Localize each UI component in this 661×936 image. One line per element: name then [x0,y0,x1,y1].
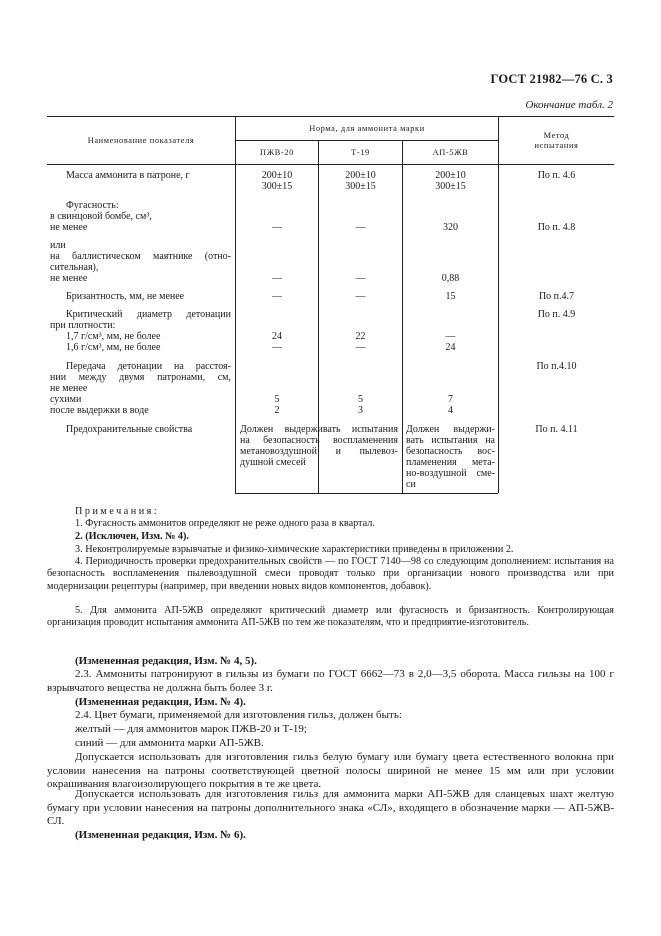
ball-pzhv: — [272,273,282,284]
head-brand-t19: Т-19 [351,148,370,157]
briz-t19: — [355,291,366,302]
fug-label-1: Фугасность: [66,200,119,211]
crit-ap-2: 24 [445,342,456,353]
allowance-1: Допускается использовать для изготовления гильз белую бумагу или бумагу цвета естественного волокна при условии нанесения на патроны соответствующей цветной полосы шириной не менее 15 мм или при условии окрашивания влагоизолирующего покрытия в те же цвета. [47,751,614,791]
col-divider-3 [402,140,403,493]
ball-label-1: или [50,240,66,251]
crit-ap-1: — [445,331,456,342]
allowance-2: Допускается использовать для изготовления гильз для аммонита марки АП-5ЖВ для сланцевых шахт желтую бумагу при условии нанесения на патроны дополнительного знака «СЛ», входящего в обозначение марки — АП-5ЖВ-СЛ. [47,788,614,828]
table-bottom-rule [235,493,498,494]
crit-pzhv-2: — [272,342,282,353]
table-top-rule [47,116,614,117]
trans-label-1: Передача детонации на расстоя- [66,361,231,372]
trans-label-4: сухими [50,394,82,405]
mass-pzhv-1: 200±10 [261,170,293,181]
briz-pzhv: — [272,291,282,302]
fug-method: По п. 4.8 [537,222,576,233]
table-head-rule [47,164,614,165]
ball-label-3: сительная), [50,262,99,273]
color-yellow: желтый — для аммонитов марок ПЖВ-20 и Т-19; [75,723,307,735]
safe-ap-2: вать испытания на [406,435,495,446]
ball-t19: — [355,273,366,284]
ball-label-4: не менее [50,273,88,284]
trans-ap-1: 7 [448,394,453,405]
clause-2-4: 2.4. Цвет бумаги, применяемой для изготовления гильз, должен быть: [75,709,402,721]
ball-label-2: на баллистическом маятнике (отно- [50,251,231,262]
edition-note-2: (Измененная редакция, Изм. № 4). [75,696,246,708]
mass-method: По п. 4.6 [537,170,576,181]
crit-method: По п. 4.9 [537,309,576,320]
trans-label-5: после выдержки в воде [50,405,149,416]
fug-t19: — [355,222,366,233]
trans-t19-2: 3 [358,405,363,416]
safe-ap-5: но-воздушной сме- [406,468,495,479]
crit-label-1: Критический диаметр детонации [66,309,231,320]
trans-pzhv-2: 2 [274,405,280,416]
edition-note-3: (Измененная редакция, Изм. № 6). [75,829,246,841]
notes-heading: Примечания: [75,506,160,517]
fug-label-3: не менее [50,222,88,233]
briz-ap: 15 [445,291,456,302]
crit-label-4: 1,6 г/см³, мм, не более [66,342,161,353]
note-4: 4. Периодичность проверки предохранительных свойств — по ГОСТ 7140—98 со следующим дополнением: испытания на безопасность воспламенения пылевоздушной смеси проводят только при организации нового производства или при модернизации рецептуры (например, при введении новых видов компонентов, добавок). [47,556,614,592]
crit-t19-2: — [355,342,366,353]
mass-label: Масса аммонита в патроне, г [66,170,190,181]
briz-label: Бризантность, мм, не менее [66,291,185,302]
safe-pt-4: душной смесей [240,457,306,468]
safe-method: По п. 4.11 [535,424,578,435]
mass-ap-2: 300±15 [435,181,466,192]
safe-pt-3: метановоздушной и пылевоз- [240,446,398,457]
crit-t19-1: 22 [355,331,366,342]
mass-ap-1: 200±10 [435,170,466,181]
fug-pzhv: — [272,222,282,233]
norm-divider [235,140,498,141]
note-2: 2. (Исключен, Изм. № 4). [75,531,189,542]
note-5: 5. Для аммонита АП-5ЖВ определяют критический диаметр или фугасность и бризантность. Контролирующая организация проводит испытания аммонита АП-5ЖВ по тем же показателям, что и предприятие-изготовитель. [47,605,614,629]
mass-pzhv-2: 300±15 [261,181,293,192]
head-brand-pzhv20: ПЖВ-20 [260,148,294,157]
head-method-2: испытания [534,141,579,150]
fug-ap: 320 [443,222,458,233]
safe-pt-2: на безопасность воспламенения [240,435,398,446]
safe-ap-4: пламенения мета- [406,457,495,468]
trans-pzhv-1: 5 [274,394,280,405]
trans-t19-1: 5 [358,394,363,405]
briz-method: По п.4.7 [538,291,575,302]
head-method-1: Метод [543,131,570,140]
table-caption: Окончание табл. 2 [525,99,613,111]
safe-ap-1: Должен выдержи- [406,424,495,435]
note-1: 1. Фугасность аммонитов определяют не реже одного раза в квартал. [75,518,375,529]
col-divider-4 [498,116,499,493]
crit-label-3: 1,7 г/см³, мм, не более [66,331,161,342]
trans-label-3: не менее [50,383,88,394]
head-brand-ap5zhv: АП-5ЖВ [432,148,469,157]
ball-ap: 0,88 [441,273,460,284]
safe-ap-3: безопасность вос- [406,446,495,457]
crit-label-2: при плотности: [50,320,116,331]
head-indicator: Наименование показателя [87,136,195,145]
fug-label-2: в свинцовой бомбе, см³, [50,211,152,222]
safe-label: Предохранительные свойства [66,424,193,435]
note-3: 3. Неконтролируемые взрывчатые и физико-химические характеристики приведены в приложении 2. [75,544,514,555]
color-blue: синий — для аммонита марки АП-5ЖВ. [75,737,264,749]
safe-pt-1: Должен выдерживать испытания [240,424,398,435]
clause-2-3: 2.3. Аммониты патронируют в гильзы из бумаги по ГОСТ 6662—73 в 2,0—3,5 оборота. Масса гильзы на 100 г взрывчатого вещества не должна быть более 3 г. [47,668,614,694]
edition-note-1: (Измененная редакция, Изм. № 4, 5). [75,655,257,667]
head-norm: Норма, для аммонита марки [309,124,425,133]
crit-pzhv-1: 24 [272,331,282,342]
page-header: ГОСТ 21982—76 С. 3 [490,72,613,86]
safe-ap-6: си [406,479,416,490]
mass-t19-2: 300±15 [345,181,376,192]
mass-t19-1: 200±10 [345,170,376,181]
trans-ap-2: 4 [448,405,453,416]
trans-method: По п.4.10 [536,361,577,372]
trans-label-2: нии между двумя патронами, см, [50,372,231,383]
